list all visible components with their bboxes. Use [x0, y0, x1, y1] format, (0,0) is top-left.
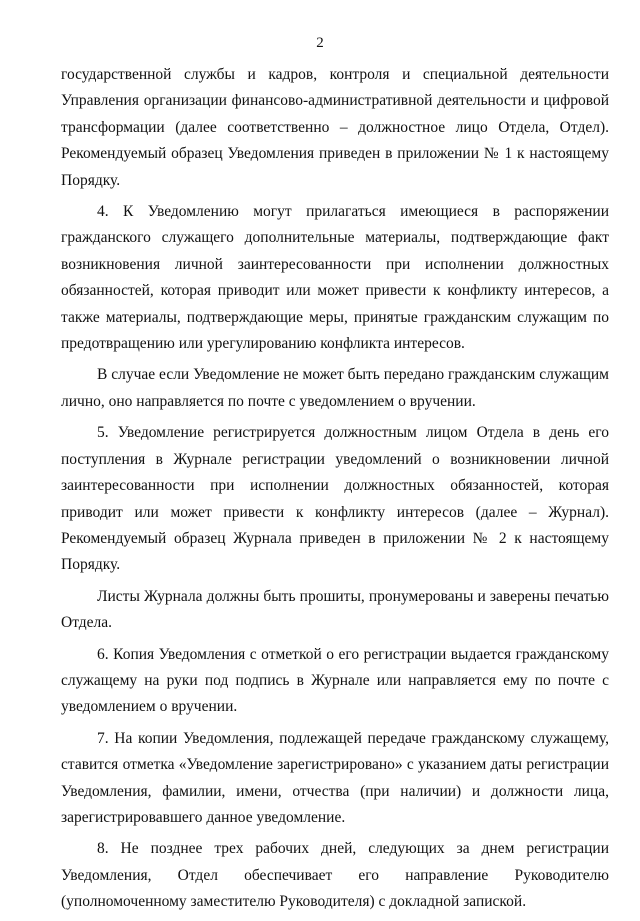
paragraph-journal-sheets: Листы Журнала должны быть прошиты, пронумерованы и заверены печатью Отдела. [61, 587, 609, 632]
paragraph-mail-delivery: В случае если Уведомление не может быть передано гражданским служащим лично, оно направляется по почте с уведомлением о вручении. [61, 366, 609, 410]
paragraph-continuation: государственной службы и кадров, контроля и специальной деятельности Управления организации финансово-административной деятельности и цифровой трансформации (далее соответственно – должностное лицо Отдела, Отдел). Рекомендуемый образец Уведомления приведен в приложении № 1 к настоящему Порядку. [61, 66, 609, 189]
paragraph-item-8: 8. Не позднее трех рабочих дней, следующих за днем регистрации Уведомления, Отдел обеспечивает его направление Руководителю (уполномоченному заместителю Руководителя) с докладной запиской. [61, 840, 609, 911]
paragraph-item-6: 6. Копия Уведомления с отметкой о его регистрации выдается гражданскому служащему на руки под подпись в Журнале или направляется ему по почте с уведомлением о вручении. [61, 645, 609, 716]
document-body [61, 62, 609, 921]
paragraph-item-5: 5. Уведомление регистрируется должностным лицом Отдела в день его поступления в Журнале регистрации уведомлений о возникновении личной заинтересованности при исполнении должностных обязанностей, которая приводит или может привести к конфликту интересов (далее – Журнал). Рекомендуемый образец Журнала приведен в приложении № 2 к настоящему Порядку. [61, 424, 609, 574]
paragraph-item-4: 4. К Уведомлению могут прилагаться имеющиеся в распоряжении гражданского служащего дополнительные материалы, подтверждающие факт возникновения личной заинтересованности при исполнении должностных обязанностей, которая приводит или может привести к конфликту интересов, а также материалы, подтверждающие меры, принятые гражданским служащим по предотвращению или урегулированию конфликта интересов. [61, 203, 609, 353]
paragraph-item-7: 7. На копии Уведомления, подлежащей передаче гражданскому служащему, ставится отметка «Уведомление зарегистрировано» с указанием даты регистрации Уведомления, фамилии, имени, отчества (при наличии) и должности лица, зарегистрировавшего данное уведомление. [61, 729, 609, 826]
page-number: 2 [316, 35, 324, 51]
